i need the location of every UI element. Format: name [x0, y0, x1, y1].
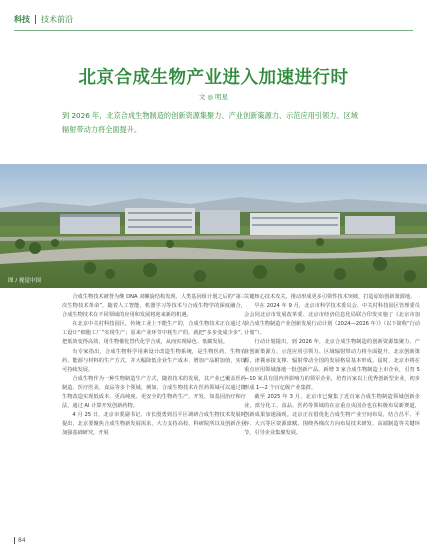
body-paragraph: 早在 2024 年 9 月，北京市科学技术委员会、中关村科技园区管理委员会会同北京市发展改革委、北京市经济信息化局联合印发实施了《北京市加快合成生物制造产业创新发展行动计划（2024—2026 年）》（以下简称“行动计划”）。	[244, 303, 420, 337]
header-category: 科技	[14, 14, 30, 24]
body-paragraph: 4 月 25 日，北京市委副书记、市长殷勇到昌平区调研合成生物技术发展时提出，北京要聚焦合成生物新发展需求，大力支持高校、科研院所以及创新企业加强基础研究，开展	[62, 412, 246, 437]
page-number-text: 84	[18, 537, 26, 544]
body-paragraph: 行动计划提出，到 2026 年，北京合成生物制造的创新资源集聚力、产业创新策源力、示范应用引领力、区域辐射带动力将全面提升，北京创新策源、津冀承接支撑、辐射带动全国的发展格局基本形成。届时，北京市将在重点应用领域落地一批创新产品、新增 3 家合成生物制造上市企业，引育 5—10 家具有国内外影响力的领军企业，培育百家以上优秀创新型企业，初步形成 1—2 个百亿级产业集群。	[244, 339, 420, 391]
page-number	[14, 537, 26, 544]
header-divider	[35, 15, 36, 24]
body-paragraph: 合成生物技术被誉为继 DNA 双螺旋结构发现、人类基因组计划之后的“第三次生物技术革命”，随着人工智能、机器学习等技术与合成生物学的深度融合，合成生物技术在不同领域的应用和发展将迎来新的机遇。	[62, 294, 246, 319]
body-paragraph: 关键核心技术攻关，推动形成更多引领性技术突破，打造原始创新策源地。	[244, 294, 416, 300]
body-paragraph: 在北京中关村科技园区，传统工业上不能生产的，合成生物技术正在通过人工设计“细胞工厂”实现生产；原来产业环节中耗生产的，就把“多步变成少步”，把低效变得高效，用生物催化替代化学合成，从而实现绿色、低碳发展。	[62, 321, 246, 346]
header-section: 技术前沿	[41, 14, 73, 24]
aerial-campus-photo	[0, 164, 427, 288]
article-photo	[0, 164, 427, 288]
page-number-bar	[14, 537, 15, 544]
photo-credit: 图 / 视觉中国	[8, 278, 41, 284]
body-paragraph: 有专家指出，合成生物科学用素设计改造生物系统，是生物医药、生物农药、能源与材料的生产方式，并大幅降低企业生产成本、增加产品附加值，实现可持续发展。	[62, 348, 246, 373]
article-title: 北京合成生物产业进入加速进行时	[78, 68, 349, 88]
page-header	[14, 12, 73, 26]
body-column-left	[62, 293, 246, 439]
body-paragraph: 截至 2025 年 3 月，北京市已聚集了近百家合成生物制造领域创新企业，部分化工、食品、医药等领域的在京重点央国企也在积极布局新赛道，创新成果加速涌现。北京正在借优化合成生物产业空间布局，结合昌平、平谷、大兴等区资源禀赋，围绕各梯次方向布局技术研发、高端制造等关键环节，引导企业集聚发展。	[244, 394, 420, 437]
body-paragraph: 合成生物作为一种生物制造生产方式，随着技术的发展，其产业已覆盖医药制造、医疗医美、食品等多个领域，例如，合成生物技术在医药领域可以通过微生物改造实现低成本、更高纯度、更安全的生物药生产，开发，如基因治疗和疗法，通过 AI 计算开发创新药物。	[62, 375, 246, 410]
header-rule	[14, 30, 413, 31]
article-author: 文 ◎ 明星	[198, 93, 229, 101]
body-column-right	[244, 293, 420, 439]
article-lead: 到 2026 年，北京合成生物制造的创新资源集聚力、产业创新策源力、示范应用引领力、区域辐射带动力将全面提升。	[62, 111, 358, 134]
